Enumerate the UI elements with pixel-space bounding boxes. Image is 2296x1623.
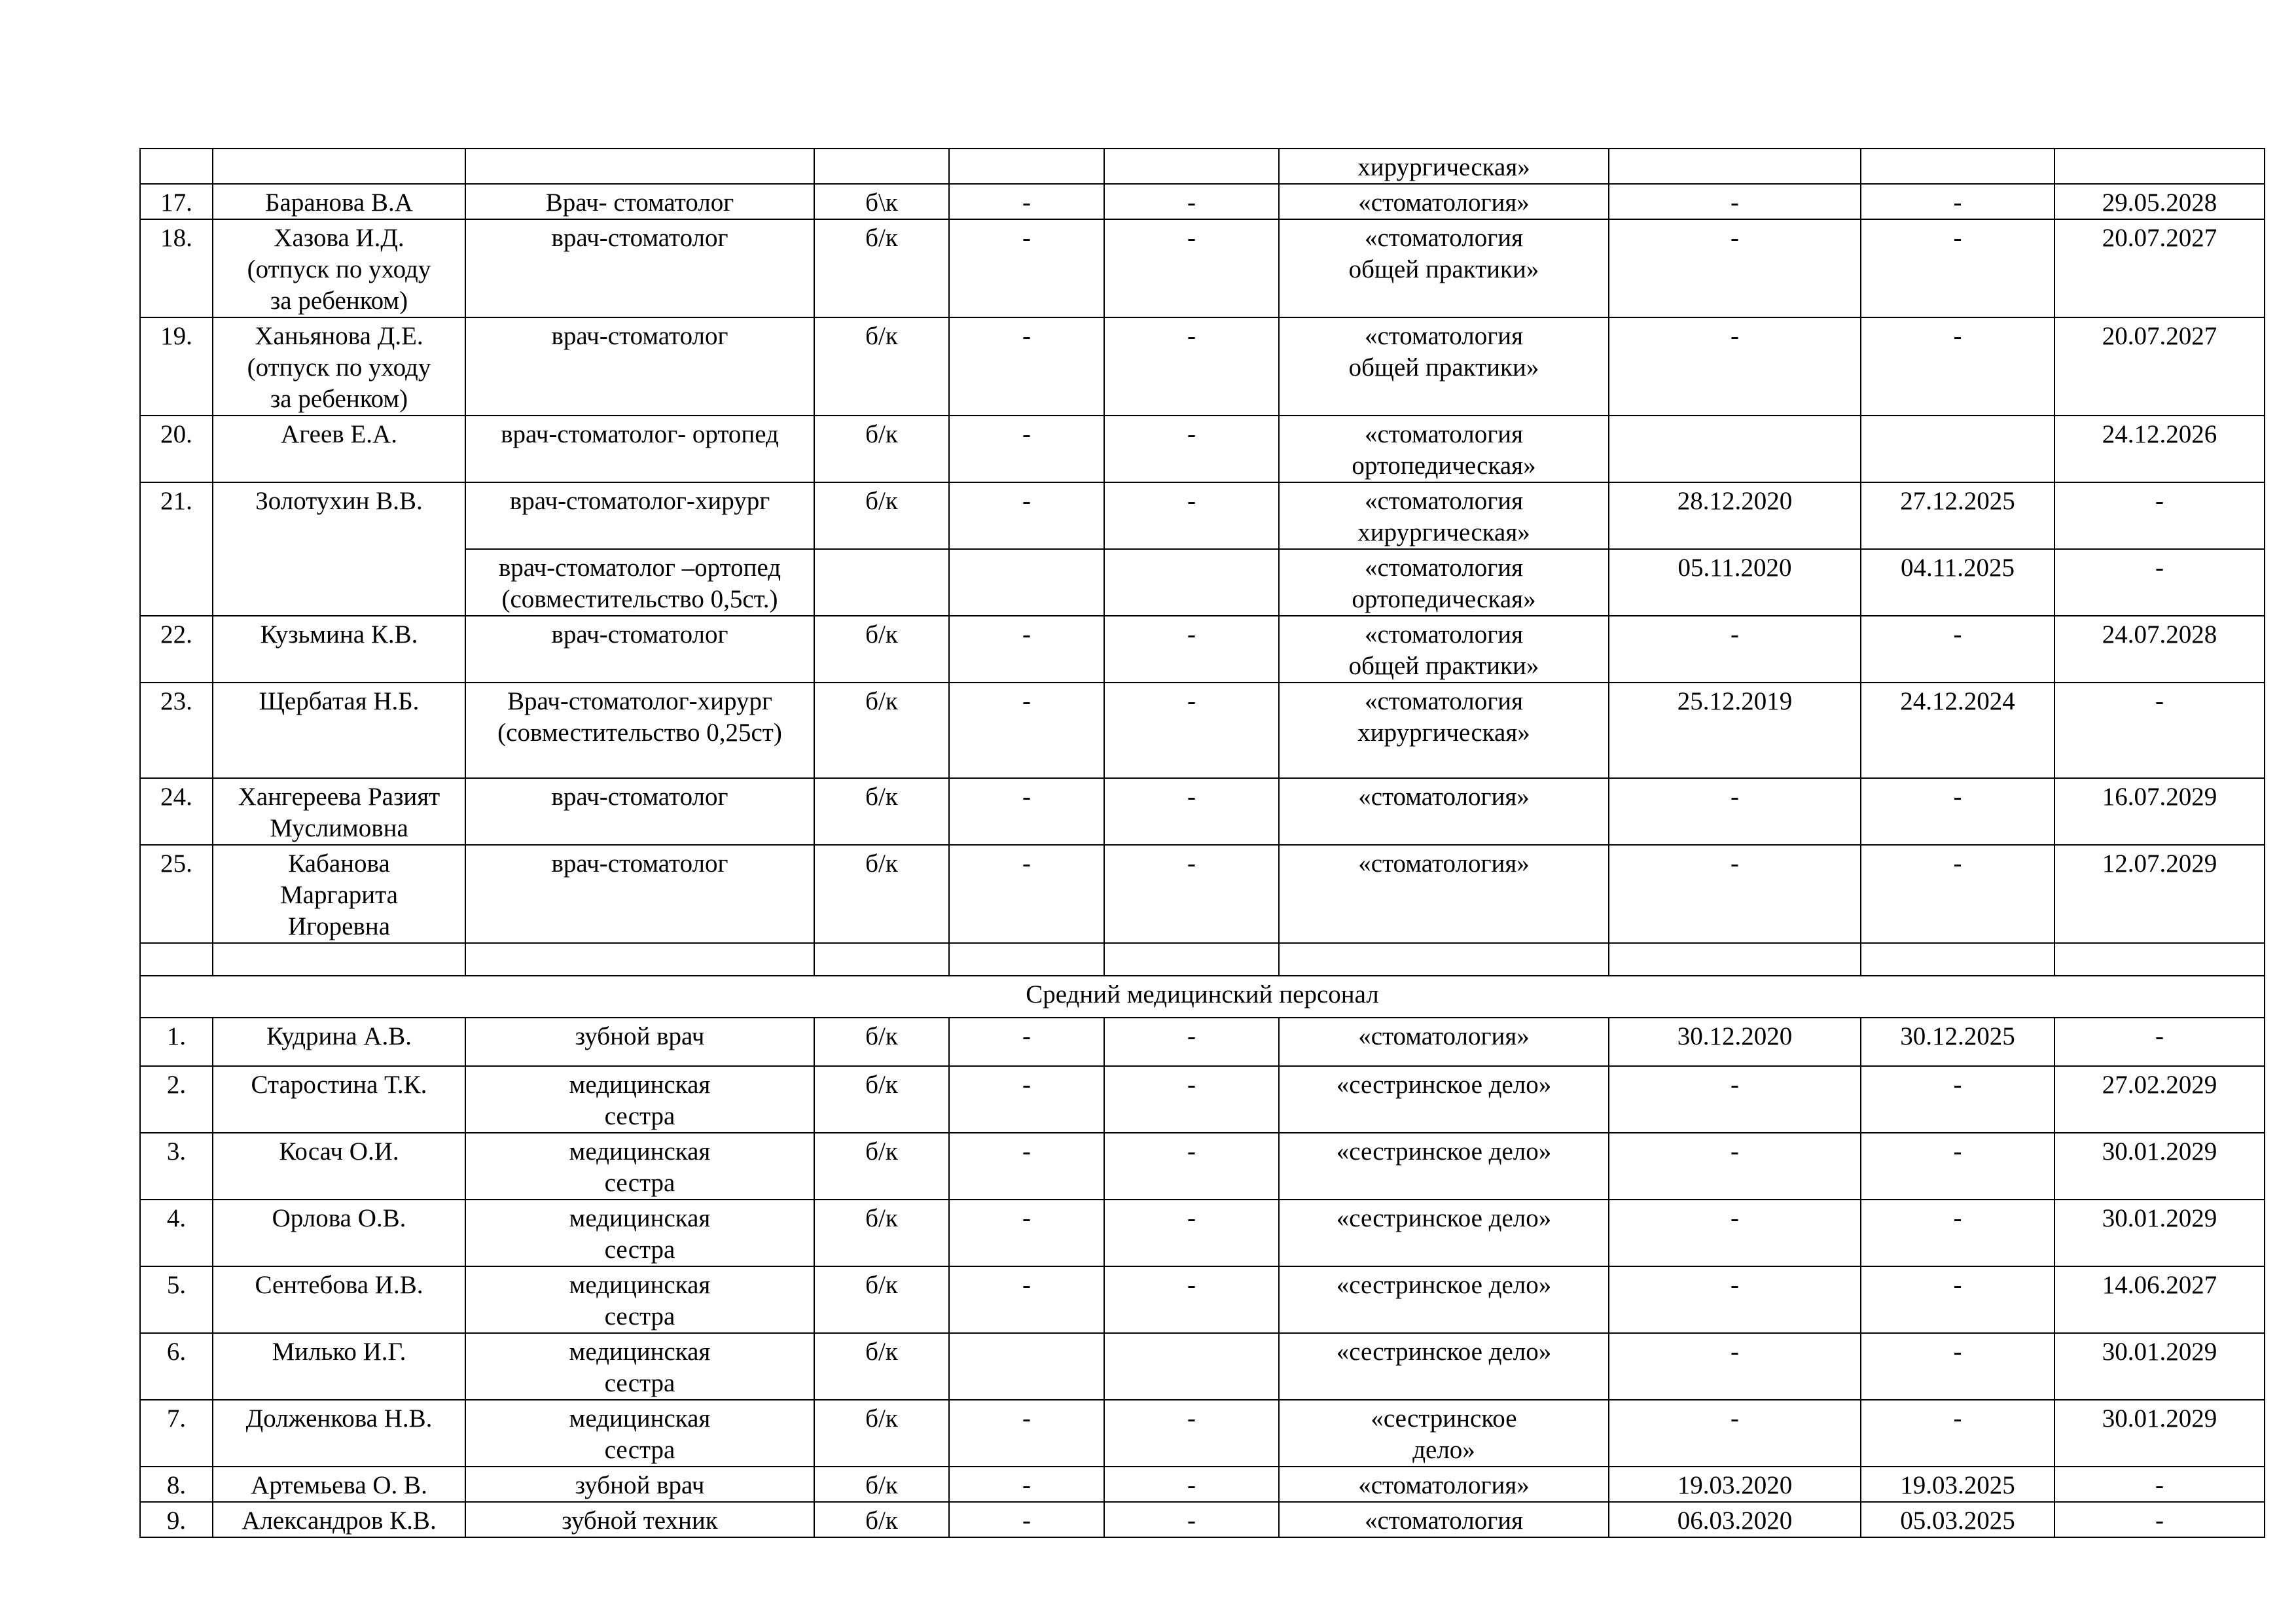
col-5: [949, 1333, 1104, 1400]
table-row: [140, 317, 2265, 416]
col-6: -: [1104, 616, 1279, 683]
position: медицинская сестра: [465, 1133, 814, 1200]
certificate-expiry: -: [1861, 317, 2054, 416]
col-5: -: [949, 1018, 1104, 1066]
staff-table: [139, 148, 2265, 1538]
position: врач-стоматолог: [465, 845, 814, 943]
section-title: Средний медицинский персонал: [140, 976, 2265, 1018]
col-5: -: [949, 482, 1104, 549]
category: б/к: [814, 1133, 949, 1200]
table-row: [140, 683, 2265, 778]
position: медицинская сестра: [465, 1266, 814, 1333]
table-row: [140, 1333, 2265, 1400]
row-number: 6.: [140, 1333, 213, 1400]
accreditation-date: [2054, 943, 2265, 976]
col-5: -: [949, 1133, 1104, 1200]
certificate-expiry: -: [1861, 778, 2054, 845]
table-row: [140, 149, 2265, 184]
row-number: 3.: [140, 1133, 213, 1200]
col-6: -: [1104, 778, 1279, 845]
employee-name: Кузьмина К.В.: [213, 616, 465, 683]
employee-name: Агеев Е.А.: [213, 416, 465, 482]
accreditation-date: 24.07.2028: [2054, 616, 2265, 683]
accreditation-date: -: [2054, 1467, 2265, 1502]
employee-name: Артемьева О. В.: [213, 1467, 465, 1502]
row-number: 5.: [140, 1266, 213, 1333]
category: б/к: [814, 1467, 949, 1502]
certificate-expiry: -: [1861, 1266, 2054, 1333]
col-5: -: [949, 219, 1104, 317]
col-6: -: [1104, 219, 1279, 317]
row-number: 23.: [140, 683, 213, 778]
col-5: -: [949, 1467, 1104, 1502]
col-6: -: [1104, 1502, 1279, 1537]
position: медицинская сестра: [465, 1400, 814, 1467]
category: б/к: [814, 219, 949, 317]
specialty: «стоматология»: [1279, 1467, 1609, 1502]
col-6: -: [1104, 482, 1279, 549]
specialty: «сестринское дело»: [1279, 1266, 1609, 1333]
specialty: «стоматология»: [1279, 845, 1609, 943]
row-21-group: [140, 482, 2265, 616]
certificate-expiry: -: [1861, 219, 2054, 317]
col-6: -: [1104, 1133, 1279, 1200]
accreditation-date: -: [2054, 683, 2265, 778]
col-5: -: [949, 317, 1104, 416]
col-6: -: [1104, 1467, 1279, 1502]
col-5: [949, 549, 1104, 616]
row-number: 22.: [140, 616, 213, 683]
specialty: «сестринское дело»: [1279, 1200, 1609, 1266]
col-6: [1104, 943, 1279, 976]
col-5: -: [949, 184, 1104, 219]
employee-name: Долженкова Н.В.: [213, 1400, 465, 1467]
row-number: 8.: [140, 1467, 213, 1502]
col-6: -: [1104, 1400, 1279, 1467]
certificate-expiry: 04.11.2025: [1861, 549, 2054, 616]
certificate-date: 30.12.2020: [1609, 1018, 1861, 1066]
employee-name: Хангереева Разият Муслимовна: [213, 778, 465, 845]
table-row: [140, 1502, 2265, 1537]
certificate-date: -: [1609, 317, 1861, 416]
employee-name: Кудрина А.В.: [213, 1018, 465, 1066]
accreditation-date: -: [2054, 1502, 2265, 1537]
specialty: «стоматология ортопедическая»: [1279, 416, 1609, 482]
accreditation-date: -: [2054, 482, 2265, 549]
specialty: «стоматология хирургическая»: [1279, 482, 1609, 549]
table-row: [140, 1400, 2265, 1467]
certificate-date: -: [1609, 184, 1861, 219]
table-row: [140, 616, 2265, 683]
col-5: -: [949, 416, 1104, 482]
employee-name: Косач О.И.: [213, 1133, 465, 1200]
col-6: -: [1104, 317, 1279, 416]
certificate-expiry: 30.12.2025: [1861, 1018, 2054, 1066]
accreditation-date: 24.12.2026: [2054, 416, 2265, 482]
specialty: «стоматология общей практики»: [1279, 616, 1609, 683]
col-6: [1104, 549, 1279, 616]
certificate-date: -: [1609, 1133, 1861, 1200]
position: врач-стоматолог-хирург: [465, 482, 814, 549]
row-number: 9.: [140, 1502, 213, 1537]
category: [814, 943, 949, 976]
position: [465, 149, 814, 184]
accreditation-date: -: [2054, 549, 2265, 616]
specialty: «стоматология»: [1279, 778, 1609, 845]
certificate-date: 28.12.2020: [1609, 482, 1861, 549]
col-5: -: [949, 1200, 1104, 1266]
row-number: [140, 943, 213, 976]
category: [814, 149, 949, 184]
specialty: «сестринское дело»: [1279, 1066, 1609, 1133]
row-number: 4.: [140, 1200, 213, 1266]
specialty: «стоматология»: [1279, 1018, 1609, 1066]
certificate-date: -: [1609, 616, 1861, 683]
certificate-expiry: -: [1861, 1333, 2054, 1400]
category: б/к: [814, 1502, 949, 1537]
certificate-date: 19.03.2020: [1609, 1467, 1861, 1502]
col-6: -: [1104, 416, 1279, 482]
category: б/к: [814, 616, 949, 683]
specialty: «стоматология хирургическая»: [1279, 683, 1609, 778]
table-row: [140, 1200, 2265, 1266]
table-row: [140, 1467, 2265, 1502]
col-6: -: [1104, 1266, 1279, 1333]
accreditation-date: 27.02.2029: [2054, 1066, 2265, 1133]
table-row: [140, 943, 2265, 976]
col-5: -: [949, 683, 1104, 778]
accreditation-date: 14.06.2027: [2054, 1266, 2265, 1333]
table-row: [140, 482, 2265, 549]
section-header-group: [140, 976, 2265, 1018]
category: б/к: [814, 482, 949, 549]
table-row: [140, 778, 2265, 845]
accreditation-date: 29.05.2028: [2054, 184, 2265, 219]
col-5: -: [949, 778, 1104, 845]
accreditation-date: 12.07.2029: [2054, 845, 2265, 943]
col-6: -: [1104, 683, 1279, 778]
certificate-date: [1609, 149, 1861, 184]
employee-name: Орлова О.В.: [213, 1200, 465, 1266]
col-6: -: [1104, 845, 1279, 943]
accreditation-date: 20.07.2027: [2054, 317, 2265, 416]
category: б/к: [814, 317, 949, 416]
category: б/к: [814, 683, 949, 778]
position: врач-стоматолог: [465, 778, 814, 845]
col-5: -: [949, 1502, 1104, 1537]
specialty: «стоматология: [1279, 1502, 1609, 1537]
certificate-expiry: -: [1861, 616, 2054, 683]
certificate-date: 25.12.2019: [1609, 683, 1861, 778]
certificate-date: -: [1609, 1400, 1861, 1467]
specialty: «стоматология общей практики»: [1279, 317, 1609, 416]
position: Врач-стоматолог-хирург (совместительство 0,25ст): [465, 683, 814, 778]
certificate-date: -: [1609, 1266, 1861, 1333]
accreditation-date: 30.01.2029: [2054, 1400, 2265, 1467]
certificate-date: -: [1609, 219, 1861, 317]
certificate-date: -: [1609, 1333, 1861, 1400]
accreditation-date: 30.01.2029: [2054, 1133, 2265, 1200]
col-6: [1104, 149, 1279, 184]
row-number: 17.: [140, 184, 213, 219]
certificate-date: -: [1609, 1066, 1861, 1133]
category: б/к: [814, 1400, 949, 1467]
employee-name: Золотухин В.В.: [213, 482, 465, 616]
col-5: -: [949, 1400, 1104, 1467]
row-number: 21.: [140, 482, 213, 616]
category: б/к: [814, 1018, 949, 1066]
table-row: [140, 1266, 2265, 1333]
doctor-rows-continued: [140, 616, 2265, 976]
certificate-expiry: -: [1861, 1200, 2054, 1266]
employee-name: Милько И.Г.: [213, 1333, 465, 1400]
employee-name: Александров К.В.: [213, 1502, 465, 1537]
position: [465, 943, 814, 976]
position: врач-стоматолог: [465, 317, 814, 416]
accreditation-date: -: [2054, 1018, 2265, 1066]
col-5: -: [949, 1066, 1104, 1133]
specialty: «стоматология общей практики»: [1279, 219, 1609, 317]
table-row: [140, 1018, 2265, 1066]
position: Врач- стоматолог: [465, 184, 814, 219]
row-number: 19.: [140, 317, 213, 416]
position: медицинская сестра: [465, 1333, 814, 1400]
employee-name: Кабанова Маргарита Игоревна: [213, 845, 465, 943]
certificate-date: -: [1609, 845, 1861, 943]
certificate-expiry: -: [1861, 184, 2054, 219]
accreditation-date: 30.01.2029: [2054, 1333, 2265, 1400]
specialty: «стоматология ортопедическая»: [1279, 549, 1609, 616]
position: зубной техник: [465, 1502, 814, 1537]
certificate-expiry: [1861, 416, 2054, 482]
employee-name: Баранова В.А: [213, 184, 465, 219]
col-5: -: [949, 845, 1104, 943]
row-number: 25.: [140, 845, 213, 943]
position: врач-стоматолог- ортопед: [465, 416, 814, 482]
certificate-expiry: 05.03.2025: [1861, 1502, 2054, 1537]
position: врач-стоматолог –ортопед (совместительство 0,5ст.): [465, 549, 814, 616]
certificate-expiry: -: [1861, 1400, 2054, 1467]
certificate-expiry: [1861, 149, 2054, 184]
row-number: 20.: [140, 416, 213, 482]
certificate-date: [1609, 943, 1861, 976]
category: б/к: [814, 845, 949, 943]
accreditation-date: 20.07.2027: [2054, 219, 2265, 317]
employee-name: Сентебова И.В.: [213, 1266, 465, 1333]
table-row: [140, 219, 2265, 317]
doctor-rows: [140, 149, 2265, 482]
category: б/к: [814, 1333, 949, 1400]
position: медицинская сестра: [465, 1200, 814, 1266]
certificate-date: [1609, 416, 1861, 482]
table-row: [140, 184, 2265, 219]
col-5: -: [949, 1266, 1104, 1333]
category: б/к: [814, 416, 949, 482]
position: врач-стоматолог: [465, 219, 814, 317]
employee-name: Щербатая Н.Б.: [213, 683, 465, 778]
row-number: [140, 149, 213, 184]
row-number: 7.: [140, 1400, 213, 1467]
certificate-date: 05.11.2020: [1609, 549, 1861, 616]
certificate-expiry: 24.12.2024: [1861, 683, 2054, 778]
certificate-date: -: [1609, 778, 1861, 845]
position: медицинская сестра: [465, 1066, 814, 1133]
certificate-expiry: 19.03.2025: [1861, 1467, 2054, 1502]
specialty: хирургическая»: [1279, 149, 1609, 184]
certificate-expiry: -: [1861, 1066, 2054, 1133]
row-number: 18.: [140, 219, 213, 317]
col-6: -: [1104, 184, 1279, 219]
accreditation-date: 30.01.2029: [2054, 1200, 2265, 1266]
employee-name: Хазова И.Д. (отпуск по уходу за ребенком): [213, 219, 465, 317]
employee-name: [213, 149, 465, 184]
certificate-expiry: -: [1861, 845, 2054, 943]
col-6: -: [1104, 1066, 1279, 1133]
row-number: 2.: [140, 1066, 213, 1133]
category: [814, 549, 949, 616]
certificate-date: 06.03.2020: [1609, 1502, 1861, 1537]
col-6: [1104, 1333, 1279, 1400]
row-number: 1.: [140, 1018, 213, 1066]
specialty: «сестринское дело»: [1279, 1400, 1609, 1467]
category: б\к: [814, 184, 949, 219]
category: б/к: [814, 1266, 949, 1333]
accreditation-date: [2054, 149, 2265, 184]
col-6: -: [1104, 1200, 1279, 1266]
specialty: [1279, 943, 1609, 976]
accreditation-date: 16.07.2029: [2054, 778, 2265, 845]
certificate-expiry: -: [1861, 1133, 2054, 1200]
certificate-expiry: [1861, 943, 2054, 976]
certificate-expiry: 27.12.2025: [1861, 482, 2054, 549]
row-number: 24.: [140, 778, 213, 845]
col-5: [949, 943, 1104, 976]
category: б/к: [814, 778, 949, 845]
table-row: [140, 1066, 2265, 1133]
nurse-rows: [140, 1018, 2265, 1537]
certificate-date: -: [1609, 1200, 1861, 1266]
category: б/к: [814, 1200, 949, 1266]
table-row: [140, 845, 2265, 943]
col-6: -: [1104, 1018, 1279, 1066]
position: зубной врач: [465, 1018, 814, 1066]
col-5: -: [949, 616, 1104, 683]
category: б/к: [814, 1066, 949, 1133]
specialty: «сестринское дело»: [1279, 1333, 1609, 1400]
employee-name: Ханьянова Д.Е. (отпуск по уходу за ребенком): [213, 317, 465, 416]
position: врач-стоматолог: [465, 616, 814, 683]
table-row: [140, 1133, 2265, 1200]
employee-name: [213, 943, 465, 976]
position: зубной врач: [465, 1467, 814, 1502]
col-5: [949, 149, 1104, 184]
specialty: «сестринское дело»: [1279, 1133, 1609, 1200]
specialty: «стоматология»: [1279, 184, 1609, 219]
table-row: [140, 416, 2265, 482]
employee-name: Старостина Т.К.: [213, 1066, 465, 1133]
